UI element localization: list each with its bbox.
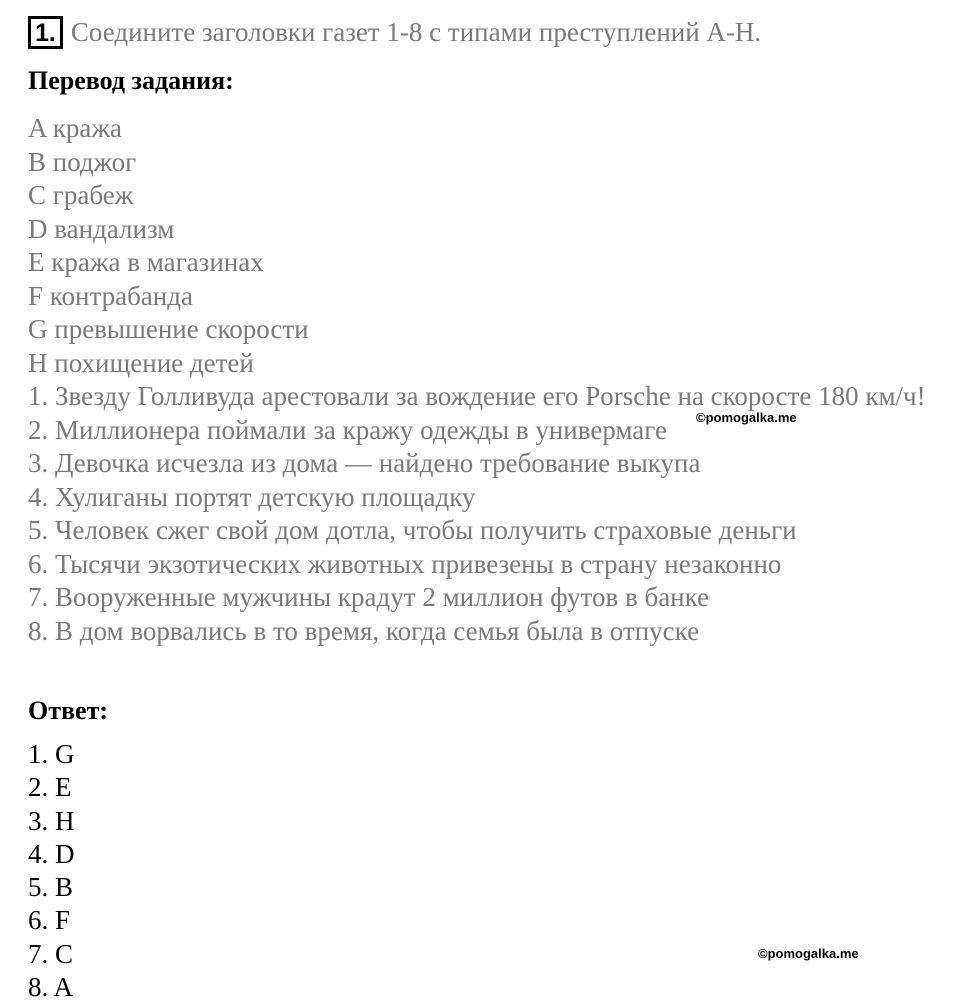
task-translation-list — [28, 112, 943, 648]
answer-item: 8. A — [28, 972, 74, 1003]
task-instruction: Соедините заголовки газет 1-8 с типами преступлений A-H. — [70, 17, 762, 47]
headline-item: 5. Человек сжег свой дом дотла, чтобы получить страховые деньги — [28, 515, 797, 545]
watermark: ©pomogalka.me — [758, 946, 859, 961]
answer-list — [28, 738, 75, 1004]
crime-type-item: F контрабанда — [28, 280, 193, 311]
crime-type-item: A кража — [28, 113, 122, 143]
headline-item: 8. В дом ворвались в то время, когда семья была в отпуске — [28, 615, 700, 646]
crime-type-item: G превышение скорости — [28, 314, 309, 344]
crime-type-item: B поджог — [28, 146, 137, 177]
headline-item: 2. Миллионера поймали за кражу одежды в универмаге — [28, 414, 667, 445]
answer-heading: Ответ: — [28, 696, 109, 725]
crime-type-item: D вандализм — [28, 213, 175, 244]
headline-item: 3. Девочка исчезла из дома — найдено требование выкупа — [28, 448, 701, 478]
translation-heading: Перевод задания: — [28, 66, 234, 95]
headline-item: 1. Звезду Голливуда арестовали за вождение его Porsche на скоросте 180 км/ч! — [28, 381, 926, 411]
task-header — [28, 16, 761, 49]
answer-item: 3. H — [28, 805, 75, 836]
task-number-box: 1. — [28, 16, 63, 49]
answer-item: 1. G — [28, 739, 75, 769]
answer-item: 5. B — [28, 872, 74, 903]
crime-type-item: C грабеж — [28, 180, 134, 210]
headline-item: 7. Вооруженные мужчины крадут 2 миллион футов в банке — [28, 582, 710, 612]
answer-item: 7. C — [28, 938, 74, 969]
answer-item: 2. E — [28, 772, 72, 803]
crime-type-item: E кража в магазинах — [28, 247, 264, 277]
answer-item: 4. D — [28, 838, 75, 869]
watermark: ©pomogalka.me — [696, 410, 797, 425]
answer-item: 6. F — [28, 905, 71, 936]
headline-item: 6. Тысячи экзотических животных привезены в страну незаконно — [28, 548, 782, 579]
headline-item: 4. Хулиганы портят детскую площадку — [28, 481, 476, 512]
crime-type-item: H похищение детей — [28, 347, 254, 378]
